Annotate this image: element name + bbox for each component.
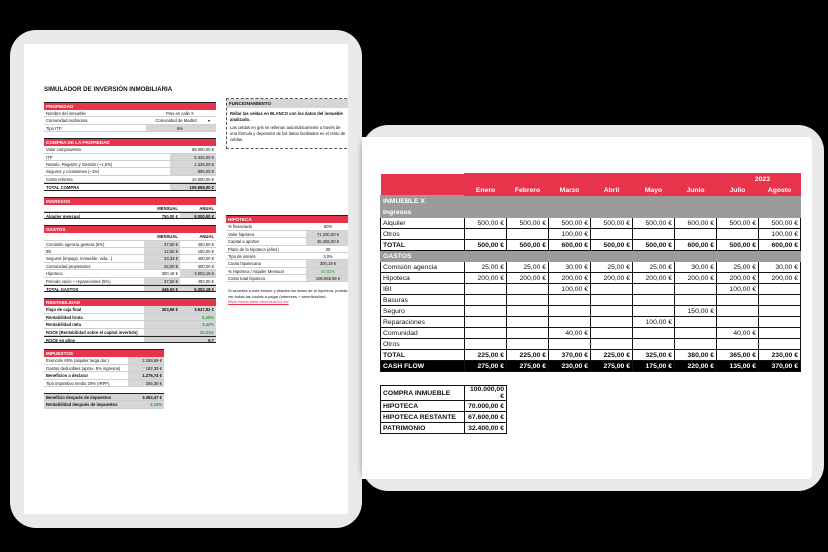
- cell-value: [144, 314, 180, 320]
- month-cell[interactable]: 100,00 €: [759, 229, 801, 240]
- month-cell[interactable]: 200,00 €: [465, 273, 507, 284]
- cell-value: [144, 321, 180, 327]
- cell-label: Tipo de interés: [228, 253, 256, 259]
- month-cell[interactable]: 30,00 €: [675, 262, 717, 273]
- left-tablet: [10, 30, 362, 528]
- month-cell[interactable]: 600,00 €: [675, 240, 717, 251]
- month-cell[interactable]: [675, 229, 717, 240]
- property-row: [381, 196, 801, 207]
- month-cell[interactable]: [717, 317, 759, 328]
- summary-row: [381, 423, 507, 434]
- cell-value: 40,02%: [306, 268, 348, 274]
- month-cell[interactable]: [717, 306, 759, 317]
- month-cell[interactable]: 275,00 €: [591, 361, 633, 372]
- cell-value: 8,45%: [180, 314, 216, 320]
- month-header: Abril: [591, 185, 633, 196]
- cell-value: 5.340,00 €: [170, 154, 216, 160]
- summary-value[interactable]: 100.000,00 €: [465, 386, 507, 401]
- gasto-row: [381, 284, 801, 295]
- cell-value: 303,98 €: [144, 306, 180, 312]
- summary-label: PATRIMONIO: [381, 423, 465, 434]
- month-cell[interactable]: [465, 339, 507, 350]
- final-block: [44, 393, 164, 409]
- gasto-row: [381, 273, 801, 284]
- month-cell[interactable]: 500,00 €: [549, 218, 591, 229]
- month-cell[interactable]: [591, 229, 633, 240]
- month-cell[interactable]: [591, 339, 633, 350]
- month-cell[interactable]: 25,00 €: [717, 262, 759, 273]
- col-header: ANUAL: [199, 234, 214, 240]
- hipoteca-note: [226, 286, 348, 306]
- month-cell[interactable]: 500,00 €: [507, 240, 549, 251]
- cell-value: 9,7: [180, 337, 216, 342]
- cell-label: % Hipoteca / Alquiler Mensual: [228, 268, 284, 274]
- cell-label: ROCE en años: [46, 337, 76, 343]
- cell-value: 71.200,00 €: [306, 231, 348, 237]
- month-cell[interactable]: 175,00 €: [633, 361, 675, 372]
- note-text: Si accedes a este enlace y añades los datos de la hipoteca, podrás ver todas las cuotas a pagar (intereses + amortización):: [228, 288, 348, 299]
- cell-label: Tipo impositivo medio 20% (IRPF): [46, 380, 110, 386]
- cell-input[interactable]: Piso en calle X: [166, 111, 194, 116]
- row-label: Seguro: [381, 306, 465, 317]
- month-cell[interactable]: [633, 229, 675, 240]
- cell-input[interactable]: 89.000,00 €: [191, 147, 214, 153]
- col-header: ANUAL: [199, 205, 214, 211]
- total-label: TOTAL GASTOS: [46, 287, 79, 292]
- gasto-row: [381, 262, 801, 273]
- cell-label: Gastos deducibles (aprox. 5% ingresos): [46, 365, 121, 371]
- summary-value[interactable]: 67.600,00 €: [465, 412, 507, 423]
- right-column: [226, 98, 348, 313]
- summary-row: [381, 412, 507, 423]
- month-cell[interactable]: 230,00 €: [759, 350, 801, 361]
- cell-value: 300,18 €: [161, 271, 178, 277]
- month-cell[interactable]: 275,00 €: [465, 361, 507, 372]
- cell-input[interactable]: 80%: [323, 224, 333, 230]
- cell-value: 37,50 €: [144, 278, 180, 284]
- cell-label: Nombre del inmueble: [46, 111, 86, 116]
- cell-value: 890,00 €: [170, 168, 216, 174]
- row-label: Alquiler: [381, 218, 465, 229]
- month-cell[interactable]: [465, 284, 507, 295]
- cell-value: 450,00 €: [197, 241, 214, 247]
- ingresos-header: INGRESOS: [44, 197, 216, 205]
- cell-input[interactable]: 30: [325, 246, 331, 252]
- month-cell[interactable]: [759, 317, 801, 328]
- cell-value: 37,50 €: [144, 241, 180, 247]
- ingresos-total-row: [381, 240, 801, 251]
- cell-value: 9.000,00 €: [180, 213, 216, 218]
- month-cell[interactable]: [549, 339, 591, 350]
- month-cell[interactable]: 200,00 €: [759, 273, 801, 284]
- cell-label: Rentabilidad neta: [46, 322, 81, 328]
- month-cell[interactable]: 100,00 €: [549, 284, 591, 295]
- month-cell[interactable]: 600,00 €: [759, 240, 801, 251]
- section-label: Ingresos: [381, 207, 465, 218]
- month-cell[interactable]: 225,00 €: [465, 350, 507, 361]
- cash-flow-row: [381, 361, 801, 372]
- month-header: Junio: [675, 185, 717, 196]
- compra-block: [44, 138, 216, 190]
- month-cell[interactable]: [465, 229, 507, 240]
- month-cell[interactable]: 100,00 €: [633, 317, 675, 328]
- summary-value[interactable]: 70.000,00 €: [465, 401, 507, 412]
- month-cell[interactable]: [591, 328, 633, 339]
- month-cell[interactable]: [717, 339, 759, 350]
- month-cell[interactable]: [507, 306, 549, 317]
- ingresos-body: [381, 218, 801, 251]
- cell-label: Costo total hipoteca: [228, 276, 266, 282]
- month-cell[interactable]: 30,00 €: [549, 262, 591, 273]
- gastos-body: [381, 262, 801, 372]
- row-label: Comunidad: [381, 328, 465, 339]
- region-select[interactable]: Comunidad de Madrid: [155, 118, 197, 124]
- right-tablet: [362, 125, 824, 491]
- cell-value: [144, 329, 180, 335]
- month-cell[interactable]: 135,00 €: [717, 361, 759, 372]
- cell-label: Comunidad Autónoma: [46, 118, 88, 124]
- month-cell[interactable]: 380,00 €: [675, 350, 717, 361]
- cell-label: Valor compraventa: [46, 147, 81, 153]
- instructions-text: Rellar las celdas en BLANCO con los datos del inmueble analizado.: [230, 111, 343, 122]
- row-label: CASH FLOW: [381, 361, 465, 372]
- cell-value: 6%: [146, 125, 216, 131]
- month-cell[interactable]: [549, 295, 591, 306]
- month-header: Julio: [717, 185, 759, 196]
- month-cell[interactable]: [633, 328, 675, 339]
- chevron-down-icon[interactable]: ▾: [208, 118, 211, 124]
- amortization-link[interactable]: https://www.tabla-amortizacion.es/: [228, 299, 289, 305]
- month-cell[interactable]: 370,00 €: [759, 361, 801, 372]
- cell-label: Flujo de caja final: [46, 307, 82, 313]
- month-cell[interactable]: 100,00 €: [717, 284, 759, 295]
- months-header-row: [381, 185, 801, 196]
- month-cell[interactable]: [717, 295, 759, 306]
- month-cell[interactable]: 25,00 €: [591, 262, 633, 273]
- month-cell[interactable]: 220,00 €: [675, 361, 717, 372]
- month-cell[interactable]: [633, 284, 675, 295]
- cell-label: Tipo ITP: [46, 125, 62, 131]
- cashflow-sheet: [362, 137, 812, 479]
- month-cell[interactable]: 275,00 €: [507, 361, 549, 372]
- cell-label: Alquiler mensual: [46, 213, 80, 219]
- cell-label: Costo reforma: [46, 176, 73, 182]
- investment-simulator-sheet: [24, 44, 348, 514]
- gastos-row: [381, 251, 801, 262]
- col-header: MENSUAL: [157, 234, 178, 240]
- month-cell[interactable]: [591, 284, 633, 295]
- instructions-text: Las celdas en gris se rellenan automáticamente a través de una fórmula y dependen de los datos facilitados en el resto de celdas.: [230, 125, 346, 142]
- cell-label: Beneficio después de impuestos: [46, 394, 112, 400]
- summary-row: [381, 401, 507, 412]
- hipoteca-block: [226, 215, 348, 306]
- cell-label: Notario, Registro y Gestión (~1,5%): [46, 161, 113, 167]
- month-cell[interactable]: 100,00 €: [549, 229, 591, 240]
- cell-label: ITP: [46, 154, 53, 160]
- row-label: Otros: [381, 229, 465, 240]
- hipoteca-header: HIPOTECA: [226, 215, 348, 223]
- cell-label: Plazo de la hipoteca (años): [228, 246, 279, 252]
- cell-label: Comisión agencia gestora (5%): [46, 241, 105, 247]
- cell-value: 450,00 €: [197, 278, 214, 284]
- month-cell[interactable]: 200,00 €: [549, 273, 591, 284]
- property-name: INMUEBLE X: [381, 196, 465, 207]
- summary-table: [380, 385, 507, 434]
- summary-label: HIPOTECA: [381, 401, 465, 412]
- month-cell[interactable]: 500,00 €: [759, 218, 801, 229]
- cell-value: 12,50 €: [144, 248, 180, 254]
- month-cell[interactable]: 500,00 €: [507, 218, 549, 229]
- month-cell[interactable]: 225,00 €: [507, 350, 549, 361]
- month-cell[interactable]: [759, 306, 801, 317]
- total-value: 446,02 €: [144, 286, 180, 291]
- month-cell[interactable]: [675, 339, 717, 350]
- month-cell[interactable]: [675, 284, 717, 295]
- row-label: Otros: [381, 339, 465, 350]
- cell-value: 3.602,18 €: [180, 270, 216, 276]
- impuestos-block: [44, 349, 164, 387]
- month-cell[interactable]: [675, 328, 717, 339]
- cell-value: 1.335,00 €: [170, 161, 216, 167]
- month-header: Marzo: [549, 185, 591, 196]
- month-header: Febrero: [507, 185, 549, 196]
- cell-label: % financiado: [228, 224, 252, 230]
- month-cell[interactable]: 25,00 €: [633, 262, 675, 273]
- month-cell[interactable]: 200,00 €: [591, 273, 633, 284]
- cell-label: Seguros y comisiones (~1%): [46, 169, 100, 175]
- ingresos-block: [44, 197, 216, 220]
- month-cell[interactable]: 500,00 €: [717, 218, 759, 229]
- month-cell[interactable]: 150,00 €: [675, 306, 717, 317]
- month-header: Agosto: [759, 185, 801, 196]
- cell-label: Exención 60% (alquiler larga dur.): [46, 358, 109, 364]
- cell-input[interactable]: 150,00 €: [197, 249, 214, 255]
- gasto-row: [381, 306, 801, 317]
- cell-label: Valor hipoteca: [228, 231, 255, 237]
- summary-row: [381, 386, 507, 401]
- month-cell[interactable]: [633, 295, 675, 306]
- ingreso-row: [381, 218, 801, 229]
- month-cell[interactable]: 230,00 €: [549, 361, 591, 372]
- cell-input[interactable]: 10.000,00 €: [191, 176, 214, 182]
- month-cell[interactable]: 40,00 €: [549, 328, 591, 339]
- compra-header: COMPRA DE LA PROPIEDAD: [44, 138, 216, 146]
- row-label: IBI: [381, 284, 465, 295]
- total-label: TOTAL COMPRA: [46, 185, 80, 190]
- year-row: [381, 174, 801, 185]
- month-cell[interactable]: [759, 284, 801, 295]
- month-cell[interactable]: [591, 317, 633, 328]
- cell-label: Seguros (impago, inmueble, vida...): [46, 256, 113, 262]
- month-cell[interactable]: 325,00 €: [633, 350, 675, 361]
- cell-value: 255,35 €: [128, 380, 164, 386]
- month-cell[interactable]: 600,00 €: [549, 240, 591, 251]
- cell-value: 3,18%: [150, 402, 162, 408]
- rentabilidad-header: RENTABILIDAD: [44, 298, 216, 306]
- month-cell[interactable]: 25,00 €: [507, 262, 549, 273]
- row-label: Hipoteca: [381, 273, 465, 284]
- gasto-row: [381, 295, 801, 306]
- cell-input[interactable]: 3,0%: [323, 253, 333, 259]
- month-cell[interactable]: [717, 229, 759, 240]
- row-label: Reparaciones: [381, 317, 465, 328]
- year-label: 2023: [465, 174, 801, 185]
- cell-value: 300,18 €: [306, 260, 348, 266]
- month-cell[interactable]: [507, 339, 549, 350]
- cell-value: [144, 337, 180, 342]
- cell-value: 2.188,69 €: [128, 357, 164, 363]
- left-column: [44, 102, 216, 415]
- month-cell[interactable]: 30,00 €: [759, 262, 801, 273]
- gasto-row: [381, 317, 801, 328]
- month-cell[interactable]: [759, 339, 801, 350]
- cell-label: Rentabilidad después de impuestos: [46, 402, 118, 408]
- cell-label: Capital a aportar: [228, 239, 259, 245]
- cell-value: 182,39 €: [128, 365, 164, 371]
- month-cell[interactable]: [675, 317, 717, 328]
- month-cell[interactable]: 500,00 €: [633, 240, 675, 251]
- impuestos-header: IMPUESTOS: [44, 349, 164, 357]
- month-cell[interactable]: [549, 317, 591, 328]
- col-header: MENSUAL: [157, 205, 178, 211]
- month-cell[interactable]: [759, 328, 801, 339]
- month-cell[interactable]: 500,00 €: [717, 240, 759, 251]
- month-cell[interactable]: [465, 295, 507, 306]
- month-cell[interactable]: [591, 306, 633, 317]
- sheet-title: SIMULADOR DE INVERSIÓN INMOBILIARIA: [44, 86, 173, 93]
- summary-value[interactable]: 32.400,00 €: [465, 423, 507, 434]
- propiedad-block: [44, 102, 216, 132]
- month-cell[interactable]: 500,00 €: [591, 218, 633, 229]
- summary-label: COMPRA INMUEBLE: [381, 386, 465, 401]
- month-cell[interactable]: [465, 328, 507, 339]
- cell-label: IBI: [46, 249, 52, 255]
- cell-label: Comunidad propietarios: [46, 263, 91, 269]
- month-cell[interactable]: 200,00 €: [717, 273, 759, 284]
- month-cell[interactable]: 25,00 €: [465, 262, 507, 273]
- month-cell[interactable]: 225,00 €: [591, 350, 633, 361]
- gastos-header: GASTOS: [44, 225, 216, 233]
- cell-value: 35.365,00 €: [306, 238, 348, 244]
- month-cell[interactable]: [633, 339, 675, 350]
- month-cell[interactable]: [507, 328, 549, 339]
- month-cell[interactable]: 200,00 €: [675, 273, 717, 284]
- cell-label: Rentabilidad bruta: [46, 314, 83, 320]
- cell-value: 10,31%: [180, 329, 216, 335]
- month-header: Enero: [465, 185, 507, 196]
- cell-value: 3.392,47 €: [142, 394, 162, 400]
- ingresos-row: [381, 207, 801, 218]
- cell-value: 25,00 €: [144, 263, 180, 269]
- month-cell[interactable]: 200,00 €: [633, 273, 675, 284]
- cell-value: 108.065,55 €: [306, 275, 348, 281]
- month-cell[interactable]: 500,00 €: [465, 218, 507, 229]
- cell-label: Periodo vacío + reparaciones (5%): [46, 278, 111, 284]
- rentabilidad-block: [44, 298, 216, 343]
- gastos-block: [44, 225, 216, 292]
- cell-input[interactable]: 750,00 €: [161, 213, 178, 219]
- cell-value: 33,33 €: [144, 255, 180, 261]
- cell-input[interactable]: 300,00 €: [197, 263, 214, 269]
- row-label: Comisión agencia: [381, 262, 465, 273]
- month-cell[interactable]: 500,00 €: [633, 218, 675, 229]
- month-cell[interactable]: [507, 229, 549, 240]
- month-cell[interactable]: [507, 295, 549, 306]
- month-cell[interactable]: [465, 306, 507, 317]
- month-cell[interactable]: [591, 295, 633, 306]
- gasto-row: [381, 328, 801, 339]
- month-cell[interactable]: [675, 295, 717, 306]
- cell-value: 3.647,82 €: [180, 306, 216, 312]
- cell-label: Hipoteca: [46, 271, 63, 277]
- total-value: 106.565,00 €: [170, 184, 216, 189]
- funcionamiento-box: [226, 98, 348, 149]
- ingreso-row: [381, 229, 801, 240]
- row-label: TOTAL: [381, 240, 465, 251]
- cell-label: ROCE (Rentabilidad sobre el capital invertido): [46, 329, 138, 335]
- month-cell[interactable]: 200,00 €: [507, 273, 549, 284]
- month-cell[interactable]: [759, 295, 801, 306]
- cashflow-table: [380, 173, 801, 372]
- month-cell[interactable]: [465, 317, 507, 328]
- month-cell[interactable]: [507, 317, 549, 328]
- month-cell[interactable]: 500,00 €: [591, 240, 633, 251]
- month-cell[interactable]: [549, 306, 591, 317]
- month-cell[interactable]: 370,00 €: [549, 350, 591, 361]
- month-cell[interactable]: 600,00 €: [675, 218, 717, 229]
- gasto-row: [381, 339, 801, 350]
- month-cell[interactable]: 365,00 €: [717, 350, 759, 361]
- month-header: Mayo: [633, 185, 675, 196]
- propiedad-header: PROPIEDAD: [44, 102, 216, 110]
- cell-value: 1.276,74 €: [128, 372, 164, 378]
- summary-label: HIPOTECA RESTANTE: [381, 412, 465, 423]
- cell-label: Beneficios a declarar: [46, 373, 89, 379]
- month-cell[interactable]: 40,00 €: [717, 328, 759, 339]
- cell-value: 3,42%: [180, 321, 216, 327]
- row-label: Basuras: [381, 295, 465, 306]
- month-cell[interactable]: 500,00 €: [465, 240, 507, 251]
- funcionamiento-header: FUNCIONAMIENTO: [227, 99, 348, 108]
- total-value: 5.352,18 €: [180, 286, 216, 291]
- section-label: GASTOS: [381, 251, 465, 262]
- cell-label: Cuota hipotecaria: [228, 261, 261, 267]
- gastos-total-row: [381, 350, 801, 361]
- row-label: TOTAL: [381, 350, 465, 361]
- month-cell[interactable]: [633, 306, 675, 317]
- cell-input[interactable]: 400,00 €: [197, 256, 214, 262]
- month-cell[interactable]: [507, 284, 549, 295]
